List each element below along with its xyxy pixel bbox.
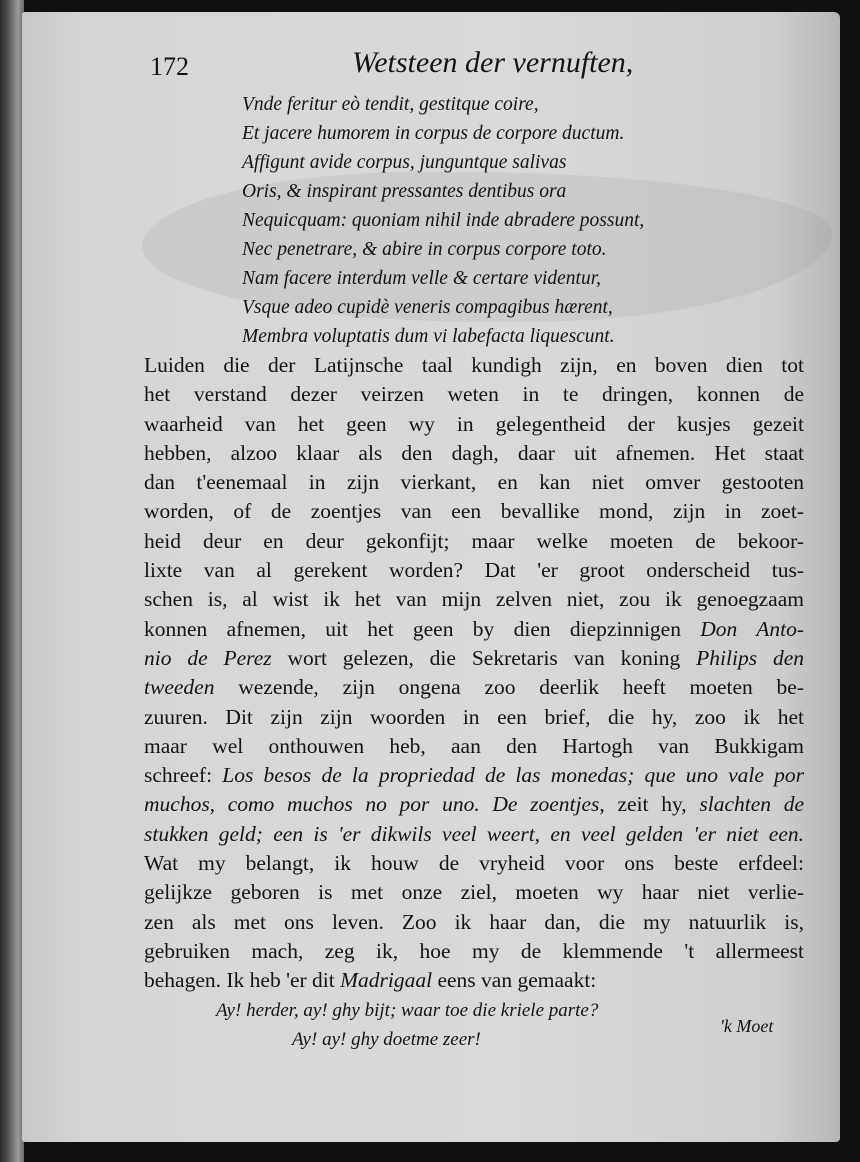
prose-paragraph [144, 351, 804, 996]
text-segment: Wat my belangt, ik houw de vryheid voor ons beste erfdeel: [144, 851, 804, 876]
poem-line: Ay! ay! ghy doetme zeer! [292, 1028, 481, 1050]
verse-line: Membra voluptatis dum vi labefacta liquescunt. [242, 326, 615, 347]
book-gutter [0, 0, 24, 1162]
text-segment: konnen afnemen, uit het geen by dien diepzinnigen [144, 616, 701, 641]
text-segment: het verstand dezer veirzen weten in te dringen, konnen de [144, 382, 804, 407]
verse-line: Nec penetrare, & abire in corpus corpore toto. [242, 239, 607, 260]
prose-line [144, 585, 804, 614]
text-segment: zuuren. Dit zijn zijn woorden in een brief, die hy, zoo ik het [144, 704, 804, 729]
verse-line: Nequicquam: quoniam nihil inde abradere possunt, [242, 210, 645, 231]
prose-line [144, 937, 804, 966]
verse-line: Oris, & inspirant pressantes dentibus ora [242, 181, 567, 202]
madrigal-block [144, 996, 804, 1054]
italic-segment: Philips den [696, 645, 804, 670]
text-segment: eens van gemaakt: [432, 968, 597, 993]
italic-segment: Don Anto- [700, 616, 804, 641]
text-segment: dan t'eenemaal in zijn vierkant, en kan niet omver gestooten [144, 470, 804, 495]
text-segment: , zeit hy, [599, 792, 700, 817]
text-segment: waarheid van het geen wy in gelegentheid der kusjes gezeit [144, 411, 804, 436]
verse-line: Nam facere interdum velle & certare videntur, [242, 268, 602, 289]
prose-line [144, 615, 804, 644]
prose-line [144, 790, 804, 819]
verse-line: Vsque adeo cupidè veneris compagibus hærent, [242, 297, 613, 318]
text-segment: schreef: [144, 763, 223, 788]
running-head: Wetsteen der vernuften, [352, 46, 634, 79]
page-header [144, 44, 804, 90]
page-text [144, 44, 804, 1054]
poem-line: Ay! herder, ay! ghy bijt; waar toe die kriele parte? [216, 999, 599, 1021]
italic-segment: Madrigaal [340, 968, 433, 993]
verse-line: Affigunt avide corpus, junguntque salivas [242, 152, 567, 173]
text-segment: lixte van al gerekent worden? Dat 'er groot onderscheid tus- [144, 558, 804, 583]
italic-segment: slachten de [699, 792, 804, 817]
italic-segment: Los besos de la propriedad de las monedas; que uno vale por [222, 763, 804, 788]
prose-line [144, 849, 804, 878]
prose-line [144, 761, 804, 790]
text-segment: heid deur en deur gekonfijt; maar welke moeten de bekoor- [144, 528, 804, 553]
text-segment: gebruiken mach, zeg ik, hoe my de klemmende 't allermeest [144, 938, 804, 963]
prose-line [144, 878, 804, 907]
prose-line [144, 439, 804, 468]
text-segment: wort gelezen, die Sekretaris van koning [271, 645, 697, 670]
text-segment: maar wel onthouwen heb, aan den Hartogh van Bukkigam [144, 733, 804, 758]
verse-line: Et jacere humorem in corpus de corpore ductum. [242, 123, 625, 144]
prose-line [144, 644, 804, 673]
italic-segment: stukken geld; een is 'er dikwils veel weert, en veel gelden 'er niet een. [144, 821, 804, 846]
text-segment: gelijkze geboren is met onze ziel, moeten wy haar niet verlie- [144, 880, 804, 905]
text-segment: hebben, alzoo klaar als den dagh, daar uit afnemen. Het staat [144, 440, 804, 465]
italic-segment: nio de Perez [144, 645, 272, 670]
prose-line [144, 497, 804, 526]
text-segment: schen is, al wist ik het van mijn zelven niet, zou ik genoegzaam [144, 587, 804, 612]
catchword: 'k Moet [720, 1016, 774, 1036]
text-segment: zen als met ons leven. Zoo ik haar dan, die my natuurlik is, [144, 909, 804, 934]
prose-line [144, 410, 804, 439]
latin-verse-block [242, 90, 804, 351]
prose-line [144, 703, 804, 732]
text-segment: Luiden die der Latijnsche taal kundigh zijn, en boven dien tot [144, 353, 804, 377]
prose-line [144, 556, 804, 585]
prose-line [144, 673, 804, 702]
prose-line [144, 527, 804, 556]
prose-line [144, 732, 804, 761]
text-segment: behagen. Ik heb 'er dit [144, 968, 341, 993]
text-segment: worden, of de zoentjes van een bevallike mond, zijn in zoet- [144, 499, 804, 524]
italic-segment: muchos, como muchos no por uno. De zoentjes [144, 792, 600, 817]
italic-segment: tweeden [144, 675, 215, 700]
verse-line: Vnde feritur eò tendit, gestitque coire, [242, 94, 539, 115]
prose-line [144, 380, 804, 409]
page-number: 172 [150, 52, 189, 81]
text-segment: wezende, zijn ongena zoo deerlik heeft moeten be- [214, 675, 804, 700]
prose-line [144, 468, 804, 497]
prose-line [144, 820, 804, 849]
prose-line [144, 351, 804, 380]
prose-line [144, 966, 804, 995]
prose-line [144, 908, 804, 937]
